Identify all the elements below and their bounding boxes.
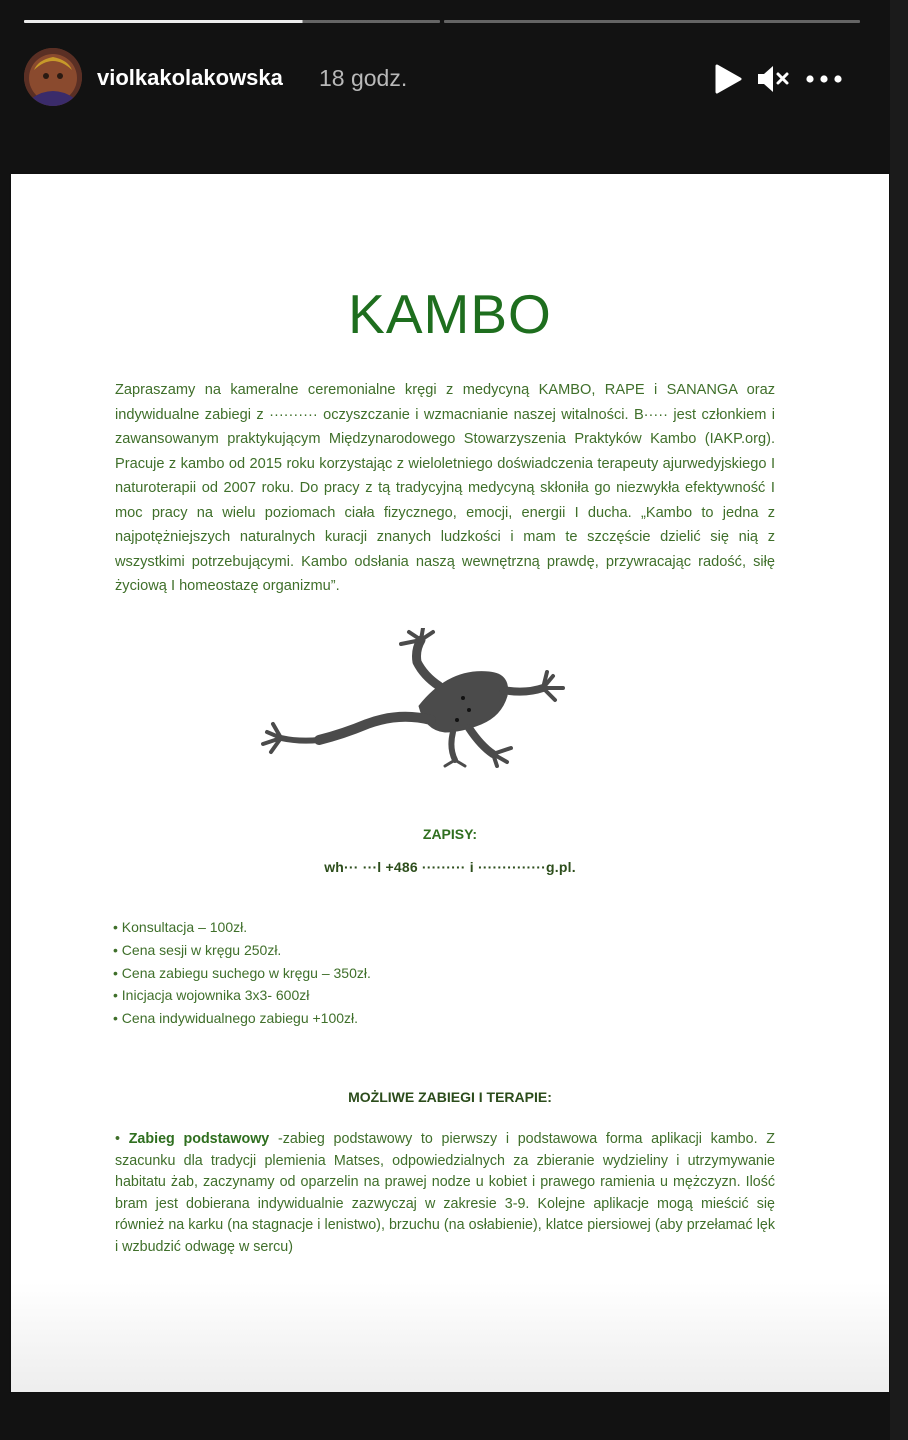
- list-item: • Cena indywidualnego zabiegu +100zł.: [113, 1007, 371, 1030]
- post-time: 18 godz.: [319, 65, 408, 91]
- story-header: [24, 48, 864, 108]
- signup-label: ZAPISY:: [422, 826, 478, 842]
- list-item: • Konsultacja – 100zł.: [113, 916, 371, 939]
- therapy-item: • Zabieg podstawowy -zabieg podstawowy to pierwszy i podstawowa forma aplikacji kambo. Z szacunku dla tradycji plemienia Matses, odpowiedzialnych za zbieranie wydzieliny i utrzymywanie habitatu żab, zaczynamy od oparzelin na prawej nodze u kobiet i prawego ramienia u mężczyzn. Ilość bram jest dobierana indywidualnie zazwyczaj w zakresie 3-9. Kolejne aplikacje mogą mieścić się również na karku (na stagnacje i lenistwo), brzuchu (na osłabienie), klatce piersiowej (aby przełamać lęk i wzbudzić odwagę w sercu): [115, 1131, 775, 1255]
- therapy-label: Zabieg podstawowy: [128, 1131, 270, 1147]
- username[interactable]: violkakolakowska: [97, 65, 283, 90]
- mute-icon[interactable]: [754, 62, 788, 96]
- progress-segment-1: [24, 20, 440, 23]
- story-progress: [24, 20, 860, 24]
- document-title: KAMBO: [348, 283, 552, 345]
- price-list: [113, 916, 371, 1030]
- page-fade: [11, 1282, 889, 1392]
- document-page: [11, 174, 889, 1392]
- avatar[interactable]: [24, 48, 82, 106]
- screen-edge: [890, 0, 908, 1440]
- progress-segment-2: [444, 20, 860, 23]
- intro-paragraph: Zapraszamy na kameralne ceremonialne kręgi z medycyną KAMBO, RAPE i SANANGA oraz indywidualne zabiegi z ·········· oczyszczanie i wzmacnianie naszej witalności. B····· jest członkiem i zawansowanym praktykującym Międzynarodowego Stowarzyszenia Praktyków Kambo (IAKP.org). Pracuje z kambo od 2015 roku korzystając z wieloletniego doświadczenia terapeuty ajurwedyjskiego I naturoterapii od 2007 roku. Do pracy z tą tradycyjną medycyną skłoniła go niezwykła efektywność I moc pracy na wielu poziomach ciała fizycznego, emocji, energii I ducha. „Kambo to jedna z najpotężniejszych naturalnych kuracji znanych ludzkości i mam te szczęście dzielić się nią z wszystkimi potrzebującymi. Kambo odsłania naszą wewnętrzną prawdę, przywracając radość, siłę życiową I homeostazę organizmu”.: [115, 382, 775, 594]
- more-options-icon[interactable]: [802, 62, 846, 96]
- contact-line: wh··· ···l +486 ········· i ··············g.pl.: [324, 859, 576, 875]
- frog-silhouette-icon: [249, 628, 569, 768]
- therapies-heading: MOŻLIWE ZABIEGI I TERAPIE:: [348, 1089, 552, 1105]
- list-item: • Cena zabiegu suchego w kręgu – 350zł.: [113, 962, 371, 985]
- play-icon[interactable]: [710, 62, 744, 96]
- list-item: • Cena sesji w kręgu 250zł.: [113, 939, 371, 962]
- list-item: • Inicjacja wojownika 3x3- 600zł: [113, 984, 371, 1007]
- therapy-text: -zabieg podstawowy to pierwszy i podstawowa forma aplikacji kambo. Z szacunku dla tradycji plemienia Matses, odpowiedzialnych za zbieranie wydzieliny i utrzymywanie habitatu żab, zaczynamy od oparzelin na prawej nodze u kobiet i prawego ramienia u mężczyzn. Ilość bram jest dobierana indywidualnie zazwyczaj w zakresie 3-9. Kolejne aplikacje mogą mieścić się również na karku (na stagnacje i lenistwo), brzuchu (na osłabienie), klatce piersiowej (aby przełamać lęk i wzbudzić odwagę w sercu): [115, 1131, 775, 1255]
